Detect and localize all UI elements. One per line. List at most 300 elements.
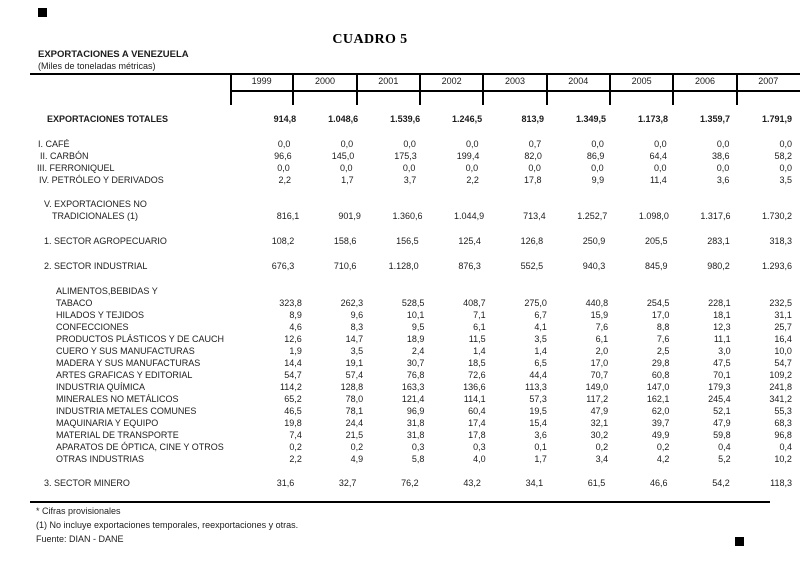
cell-value: 7,6 [656, 334, 670, 344]
cell-value: 114,1 [463, 394, 486, 404]
row-label: 1. SECTOR AGROPECUARIO [44, 236, 167, 246]
cell-value: 47,9 [590, 406, 609, 416]
cell-value: 8,9 [289, 310, 302, 320]
cell-value: 0,2 [656, 442, 670, 452]
column-separator [672, 73, 674, 105]
scan-artifact [38, 8, 47, 17]
cell-value: 32,7 [338, 478, 357, 488]
cell-value: 31,8 [406, 418, 425, 428]
table-row [30, 393, 800, 405]
cell-value: 0,0 [591, 163, 604, 173]
cell-value [616, 285, 677, 297]
cell-value: 49,9 [651, 430, 670, 440]
page-title: CUADRO 5 [332, 32, 408, 47]
row-label: MAQUINARIA Y EQUIPO [56, 418, 159, 428]
cell-value: 199,4 [456, 151, 480, 161]
row-label: CONFECCIONES [56, 322, 129, 332]
year-header: 2001 [378, 76, 399, 86]
cell-value: 1,7 [534, 454, 547, 464]
cell-value: 0,0 [340, 163, 353, 173]
cell-value: 0,3 [473, 442, 486, 452]
cell-value: 121,4 [401, 394, 425, 404]
cell-value: 1,4 [534, 346, 547, 356]
cell-value: 0,0 [528, 163, 541, 173]
cell-value: 0,4 [779, 442, 792, 452]
cell-value: 1,9 [289, 346, 302, 356]
cell-value: 914,8 [273, 114, 297, 124]
year-underline-rule [230, 90, 800, 92]
cell-value: 1.317,6 [700, 211, 731, 221]
cell-value: 54,7 [774, 358, 792, 368]
table-row [30, 369, 800, 381]
cell-value: 2,4 [411, 346, 425, 356]
table-row [30, 345, 800, 357]
cell-value: 0,0 [779, 139, 793, 149]
table-heading: EXPORTACIONES A VENEZUELA [38, 49, 189, 60]
cell-value: 7,1 [473, 310, 486, 320]
cell-value: 0,0 [403, 139, 416, 149]
cell-value: 845,9 [645, 261, 668, 271]
cell-value: 1.098,0 [638, 211, 669, 221]
column-separator [419, 73, 421, 105]
cell-value: 29,8 [651, 358, 670, 368]
table-row [30, 453, 800, 465]
cell-value: 117,2 [586, 394, 609, 404]
cell-value: 254,5 [646, 298, 670, 308]
cell-value: 18,5 [468, 358, 486, 368]
table-row [30, 417, 800, 429]
cell-value: 156,5 [396, 236, 419, 246]
cell-value: 145,0 [331, 151, 355, 161]
cell-value: 205,5 [645, 236, 668, 246]
cell-value: 61,5 [587, 478, 606, 488]
year-header: 1999 [251, 76, 272, 86]
table-row [30, 198, 800, 210]
cell-value [494, 285, 555, 297]
cell-value: 43,2 [463, 478, 481, 488]
cell-value [489, 198, 551, 210]
cell-value [371, 285, 432, 297]
table-row [30, 381, 800, 393]
cell-value: 341,2 [769, 394, 792, 404]
cell-value: 32,1 [590, 418, 609, 428]
footnotes [36, 504, 298, 546]
cell-value: 1.730,2 [762, 211, 793, 221]
cell-value: 31,8 [406, 430, 425, 440]
cell-value: 60,8 [651, 370, 670, 380]
cell-value: 108,2 [271, 236, 295, 246]
table-row [30, 429, 800, 441]
table-row [30, 174, 800, 186]
cell-value: 1.360,6 [392, 211, 423, 221]
column-separator [356, 73, 358, 105]
footnote-line: (1) No incluye exportaciones temporales, reexportaciones y otras. [36, 520, 299, 530]
cell-value: 59,8 [713, 430, 731, 440]
cell-value: 18,9 [406, 334, 425, 344]
cell-value: 25,7 [774, 322, 792, 332]
cell-value: 78,1 [345, 406, 364, 416]
table-row [30, 333, 800, 345]
cell-value [432, 285, 493, 297]
cell-value: 114,2 [279, 382, 302, 392]
cell-value: 76,2 [401, 478, 419, 488]
cell-value: 0,0 [716, 163, 730, 173]
cell-value [677, 285, 738, 297]
cell-value: 64,4 [649, 151, 667, 161]
cell-value: 0,1 [534, 442, 547, 452]
cell-value: 18,1 [713, 310, 731, 320]
cell-value: 76,8 [406, 370, 425, 380]
cell-value: 1.246,5 [452, 114, 483, 124]
cell-value: 113,3 [525, 382, 547, 392]
cell-value: 14,4 [284, 358, 302, 368]
cell-value: 55,3 [774, 406, 792, 416]
year-header: 2006 [694, 76, 715, 86]
row-label: I. CAFÉ [38, 139, 70, 149]
cell-value: 5,8 [411, 454, 425, 464]
cell-value: 2,2 [289, 454, 302, 464]
cell-value: 940,3 [582, 261, 606, 271]
cell-value: 4,6 [289, 322, 302, 332]
cell-value: 1.252,7 [577, 211, 608, 221]
cell-value: 179,3 [708, 382, 731, 392]
row-label: EXPORTACIONES TOTALES [47, 114, 169, 124]
cell-value: 96,6 [274, 151, 292, 161]
row-label: MATERIAL DE TRANSPORTE [56, 430, 179, 440]
cell-value: 1.293,6 [761, 261, 792, 271]
cell-value: 228,1 [708, 298, 731, 308]
cell-value: 34,1 [525, 478, 544, 488]
cell-value: 47,5 [713, 358, 731, 368]
cell-value: 14,7 [345, 334, 364, 344]
cell-value: 86,9 [586, 151, 605, 161]
column-separator [546, 73, 548, 105]
row-label: MINERALES NO METÁLICOS [56, 394, 179, 404]
column-separators [230, 73, 800, 105]
cell-value: 318,3 [769, 236, 792, 246]
cell-value: 6,1 [473, 322, 486, 332]
cell-value: 4,9 [350, 454, 364, 464]
cell-value: 3,4 [595, 454, 609, 464]
row-label: PRODUCTOS PLÁSTICOS Y DE CAUCH [56, 334, 225, 344]
cell-value: 125,4 [458, 236, 481, 246]
cell-value: 126,8 [520, 236, 544, 246]
cell-value: 19,5 [529, 406, 547, 416]
table-row [30, 309, 800, 321]
cell-value: 1,4 [473, 346, 486, 356]
cell-value: 3,5 [534, 334, 547, 344]
cell-value: 9,6 [350, 310, 364, 320]
cell-value: 0,2 [289, 442, 302, 452]
cell-value [738, 198, 800, 210]
cell-value: 31,6 [276, 478, 295, 488]
cell-value: 1.128,0 [388, 261, 419, 271]
cell-value: 6,7 [534, 310, 547, 320]
cell-value: 147,0 [646, 382, 670, 392]
cell-value [240, 198, 302, 210]
cell-value: 0,7 [528, 139, 542, 149]
row-label: III. FERRONIQUEL [37, 163, 115, 173]
cell-value: 72,6 [468, 370, 486, 380]
cell-value: 8,3 [350, 322, 364, 332]
cell-value: 1.044,9 [454, 211, 485, 221]
table-row [30, 235, 800, 247]
scan-artifact [735, 537, 744, 546]
year-header: 2000 [314, 76, 335, 86]
cell-value: 3,0 [718, 346, 731, 356]
cell-value [364, 198, 426, 210]
cell-value: 17,0 [651, 310, 670, 320]
cell-value: 3,5 [350, 346, 364, 356]
cell-value: 0,0 [779, 163, 793, 173]
cell-value [427, 198, 489, 210]
cell-value: 1,7 [341, 175, 354, 185]
cell-value: 283,1 [707, 236, 730, 246]
row-label: APARATOS DE ÓPTICA, CINE Y OTROS [56, 442, 224, 452]
column-separator [230, 73, 232, 105]
cell-value: 1.539,6 [390, 114, 421, 124]
cell-value: 58,2 [774, 151, 793, 161]
cell-value: 816,1 [276, 211, 300, 221]
cell-value: 47,9 [713, 418, 731, 428]
cell-value: 250,9 [582, 236, 606, 246]
cell-value: 528,5 [401, 298, 425, 308]
cell-value: 4,1 [534, 322, 547, 332]
cell-value: 0,2 [350, 442, 364, 452]
cell-value: 2,2 [466, 175, 479, 185]
cell-value: 128,8 [340, 382, 364, 392]
cell-value: 16,4 [774, 334, 792, 344]
cell-value: 3,7 [403, 175, 417, 185]
cell-value: 0,0 [402, 163, 416, 173]
column-separator [736, 73, 738, 105]
cell-value: 7,4 [289, 430, 302, 440]
cell-value: 1.359,7 [699, 114, 731, 124]
cell-value: 54,2 [712, 478, 730, 488]
cell-value: 10,0 [774, 346, 792, 356]
cell-value: 78,0 [345, 394, 364, 404]
cell-value: 1.791,9 [761, 114, 792, 124]
cell-value: 24,4 [345, 418, 364, 428]
cell-value: 713,4 [523, 211, 546, 221]
cell-value [302, 198, 364, 210]
row-label: HILADOS Y TEJIDOS [56, 310, 145, 320]
cell-value: 7,6 [595, 322, 609, 332]
cell-value: 0,0 [466, 139, 479, 149]
table-subheading: (Miles de toneladas métricas) [38, 61, 156, 71]
cell-value: 149,0 [585, 382, 609, 392]
cell-value: 408,7 [463, 298, 486, 308]
cell-value: 162,1 [646, 394, 670, 404]
cell-value: 65,2 [284, 394, 302, 404]
cell-value: 262,3 [340, 298, 364, 308]
cell-value: 30,2 [590, 430, 609, 440]
cell-value: 4,2 [656, 454, 670, 464]
column-separator [482, 73, 484, 105]
table-row [30, 162, 800, 174]
row-label: ALIMENTOS,BEBIDAS Y [56, 286, 158, 296]
table-row [30, 321, 800, 333]
cell-value: 17,8 [524, 175, 542, 185]
cell-value: 10,2 [774, 454, 792, 464]
cell-value: 52,1 [713, 406, 731, 416]
cell-value: 245,4 [708, 394, 731, 404]
cell-value: 980,2 [707, 261, 730, 271]
cell-value: 3,6 [534, 430, 547, 440]
table-row [30, 260, 800, 272]
table-row [30, 357, 800, 369]
cell-value: 46,5 [284, 406, 302, 416]
cell-value: 813,9 [521, 114, 545, 124]
table-row [30, 150, 800, 162]
cell-value: 0,0 [465, 163, 479, 173]
table-row [30, 405, 800, 417]
cell-value: 118,3 [770, 478, 792, 488]
cell-value: 2,5 [656, 346, 670, 356]
cell-value: 11,1 [713, 334, 731, 344]
cell-value: 109,2 [769, 370, 792, 380]
cell-value: 901,9 [338, 211, 361, 221]
cell-value: 39,7 [651, 418, 670, 428]
row-label: CUERO Y SUS MANUFACTURAS [56, 346, 195, 356]
cell-value: 57,4 [345, 370, 364, 380]
cell-value: 11,5 [468, 334, 486, 344]
cell-value: 17,8 [468, 430, 486, 440]
cell-value: 68,3 [774, 418, 792, 428]
cell-value: 96,9 [406, 406, 425, 416]
cell-value: 0,3 [411, 442, 425, 452]
row-label: MADERA Y SUS MANUFACTURAS [56, 358, 201, 368]
row-label: OTRAS INDUSTRIAS [56, 454, 145, 464]
year-header: 2007 [758, 76, 779, 86]
cell-value: 57,3 [529, 394, 547, 404]
cell-value: 163,3 [401, 382, 425, 392]
cell-value: 4,0 [473, 454, 486, 464]
cell-value: 440,8 [585, 298, 609, 308]
cell-value: 17,0 [590, 358, 609, 368]
cell-value: 2,0 [595, 346, 609, 356]
cell-value: 0,0 [716, 139, 730, 149]
year-header: 2003 [504, 76, 525, 86]
column-separator [609, 73, 611, 105]
cell-value: 0,0 [340, 139, 354, 149]
table-body [30, 106, 800, 489]
cell-value: 9,9 [591, 175, 605, 185]
row-label: TABACO [56, 298, 93, 308]
cell-value: 6,5 [534, 358, 547, 368]
cell-value [249, 285, 310, 297]
cell-value: 54,7 [284, 370, 302, 380]
row-label: ARTES GRAFICAS Y EDITORIAL [56, 370, 193, 380]
cell-value: 710,6 [333, 261, 357, 271]
row-label: TRADICIONALES (1) [52, 211, 139, 221]
table-row [30, 113, 800, 125]
row-label: 2. SECTOR INDUSTRIAL [44, 261, 148, 271]
cell-value: 0,0 [653, 163, 667, 173]
cell-value: 46,6 [650, 478, 668, 488]
cell-value: 17,4 [468, 418, 486, 428]
cell-value: 676,3 [271, 261, 295, 271]
row-label: INDUSTRIA METALES COMUNES [56, 406, 197, 416]
cell-value: 2,2 [278, 175, 292, 185]
cell-value: 10,1 [406, 310, 425, 320]
cell-value: 9,5 [411, 322, 425, 332]
cell-value: 62,0 [651, 406, 670, 416]
cell-value: 0,0 [654, 139, 667, 149]
cell-value [555, 285, 616, 297]
cell-value: 11,4 [649, 175, 667, 185]
cell-value: 38,6 [711, 151, 730, 161]
cell-value [613, 198, 675, 210]
cell-value: 1.048,6 [328, 114, 359, 124]
year-header: 2005 [631, 76, 652, 86]
cell-value: 275,0 [524, 298, 547, 308]
row-label: V. EXPORTACIONES NO [44, 199, 147, 209]
table-row [30, 477, 800, 489]
cell-value: 175,3 [394, 151, 417, 161]
cell-value: 3,5 [779, 175, 793, 185]
cell-value: 0,2 [595, 442, 609, 452]
cell-value: 96,8 [774, 430, 792, 440]
cell-value: 158,6 [333, 236, 357, 246]
cell-value [676, 198, 738, 210]
cell-value: 82,0 [524, 151, 542, 161]
cell-value: 60,4 [468, 406, 486, 416]
table-row [30, 297, 800, 309]
cell-value: 8,8 [656, 322, 670, 332]
year-header: 2004 [568, 76, 589, 86]
cell-value: 70,7 [590, 370, 609, 380]
cell-value: 15,9 [590, 310, 609, 320]
table-row [30, 138, 800, 150]
cell-value: 30,7 [406, 358, 425, 368]
cell-value [551, 198, 613, 210]
cell-value: 12,6 [284, 334, 302, 344]
cell-value: 19,1 [345, 358, 364, 368]
row-label: INDUSTRIA QUÍMICA [56, 382, 146, 392]
cell-value: 0,0 [277, 163, 290, 173]
cell-value: 5,2 [718, 454, 731, 464]
cell-value: 0,0 [277, 139, 291, 149]
cell-value: 1.349,5 [576, 114, 607, 124]
row-label: II. CARBÓN [40, 151, 89, 161]
cell-value: 70,1 [713, 370, 731, 380]
bottom-rule [30, 501, 770, 503]
cell-value: 241,8 [769, 382, 792, 392]
cell-value: 232,5 [769, 298, 792, 308]
cell-value: 15,4 [529, 418, 547, 428]
cell-value [739, 285, 800, 297]
cell-value: 3,6 [716, 175, 730, 185]
row-label: IV. PETRÓLEO Y DERIVADOS [39, 175, 164, 185]
footnote-line: * Cifras provisionales [36, 506, 121, 516]
row-label: 3. SECTOR MINERO [44, 478, 130, 488]
table-row [30, 285, 800, 297]
cell-value: 31,1 [774, 310, 792, 320]
cell-value: 12,3 [713, 322, 731, 332]
table-row [30, 210, 800, 222]
cell-value: 0,0 [591, 139, 604, 149]
cell-value [310, 285, 371, 297]
year-header: 2002 [441, 76, 462, 86]
cell-value: 21,5 [345, 430, 364, 440]
footnote-line: Fuente: DIAN - DANE [36, 534, 124, 544]
table-row [30, 441, 800, 453]
cell-value: 0,4 [718, 442, 731, 452]
cell-value: 19,8 [284, 418, 302, 428]
cell-value: 44,4 [529, 370, 547, 380]
cell-value: 552,5 [520, 261, 544, 271]
